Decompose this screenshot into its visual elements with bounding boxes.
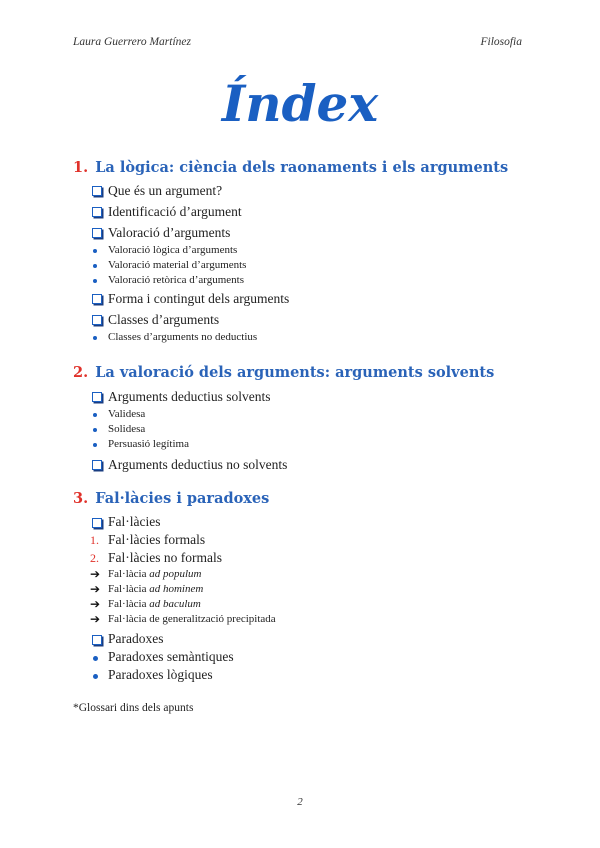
bullet-dot-icon xyxy=(93,336,97,340)
arrow-right-icon: ➔ xyxy=(90,612,101,626)
list-item[interactable]: ➔ Fal·làcia ad hominem xyxy=(90,582,204,596)
subject-name: Filosofia xyxy=(480,36,522,48)
list-number: 1. xyxy=(90,533,99,547)
section-items xyxy=(73,513,560,684)
bullet-dot-icon xyxy=(93,443,97,447)
list-item[interactable]: Paradoxes lògiques xyxy=(73,666,560,684)
list-item[interactable]: Solidesa xyxy=(73,422,560,437)
bullet-dot-icon xyxy=(93,428,97,432)
list-item[interactable]: Validesa xyxy=(73,407,560,422)
section-1 xyxy=(73,158,560,345)
list-item[interactable]: Persuasió legítima xyxy=(73,437,560,452)
section-number: 1. xyxy=(73,159,89,176)
section-title[interactable] xyxy=(73,489,560,509)
list-item[interactable]: Classes d’arguments xyxy=(73,309,560,330)
checkbox-bullet-icon xyxy=(92,294,102,304)
list-item[interactable]: Que és un argument? xyxy=(73,180,560,201)
section-number: 2. xyxy=(73,364,89,381)
page-title: Índex xyxy=(221,74,379,133)
section-items xyxy=(73,386,560,475)
list-item[interactable]: ➔ Fal·làcia ad baculum xyxy=(90,597,201,611)
section-title-text: Fal·làcies i paradoxes xyxy=(95,490,270,507)
checkbox-bullet-icon xyxy=(92,315,102,325)
bullet-dot-icon xyxy=(93,249,97,253)
list-item[interactable]: ➔ Fal·làcia de generalització precipitada xyxy=(90,612,276,626)
arrow-right-icon: ➔ xyxy=(90,582,101,596)
list-item[interactable]: 2. Fal·làcies no formals xyxy=(90,550,222,565)
section-title-text: La valoració dels arguments: arguments solvents xyxy=(95,364,495,381)
list-item[interactable]: Classes d’arguments no deductius xyxy=(73,330,560,345)
checkbox-bullet-icon xyxy=(92,635,102,645)
checkbox-bullet-icon xyxy=(92,392,102,402)
author-name: Laura Guerrero Martínez xyxy=(73,36,191,48)
arrow-right-icon: ➔ xyxy=(90,597,101,611)
arrow-right-icon: ➔ xyxy=(90,567,101,581)
checkbox-bullet-icon xyxy=(92,228,102,238)
section-items xyxy=(73,180,560,345)
section-title-text: La lògica: ciència dels raonaments i els arguments xyxy=(95,159,509,176)
page-header xyxy=(73,36,522,52)
footnote: *Glossari dins dels apunts xyxy=(73,702,194,714)
checkbox-bullet-icon xyxy=(92,186,102,196)
list-item[interactable]: ➔ Fal·làcia ad populum xyxy=(90,567,202,581)
list-item[interactable]: 1. Fal·làcies formals xyxy=(90,532,206,547)
page-number: 2 xyxy=(297,796,303,808)
list-item[interactable]: Valoració d’arguments xyxy=(73,222,560,243)
list-item[interactable]: Arguments deductius no solvents xyxy=(73,454,560,475)
section-3 xyxy=(73,489,560,684)
bullet-dot-icon xyxy=(93,413,97,417)
list-item[interactable]: Fal·làcies xyxy=(73,513,560,531)
bullet-dot-icon xyxy=(93,656,98,661)
list-item[interactable]: Valoració retòrica d’arguments xyxy=(73,273,560,288)
list-number: 2. xyxy=(90,551,99,565)
bullet-dot-icon xyxy=(93,279,97,283)
checkbox-bullet-icon xyxy=(92,207,102,217)
list-item[interactable]: Valoració lògica d’arguments xyxy=(73,243,560,258)
list-item[interactable]: Identificació d’argument xyxy=(73,201,560,222)
checkbox-bullet-icon xyxy=(92,518,102,528)
section-title[interactable] xyxy=(73,363,560,383)
list-item[interactable]: Valoració material d’arguments xyxy=(73,258,560,273)
section-number: 3. xyxy=(73,490,89,507)
list-item[interactable]: Paradoxes xyxy=(73,630,560,648)
bullet-dot-icon xyxy=(93,674,98,679)
checkbox-bullet-icon xyxy=(92,460,102,470)
list-item[interactable]: Arguments deductius solvents xyxy=(73,386,560,407)
section-title[interactable] xyxy=(73,158,560,178)
list-item[interactable]: Paradoxes semàntiques xyxy=(73,648,560,666)
bullet-dot-icon xyxy=(93,264,97,268)
list-item[interactable]: Forma i contingut dels arguments xyxy=(73,288,560,309)
section-2 xyxy=(73,363,560,475)
